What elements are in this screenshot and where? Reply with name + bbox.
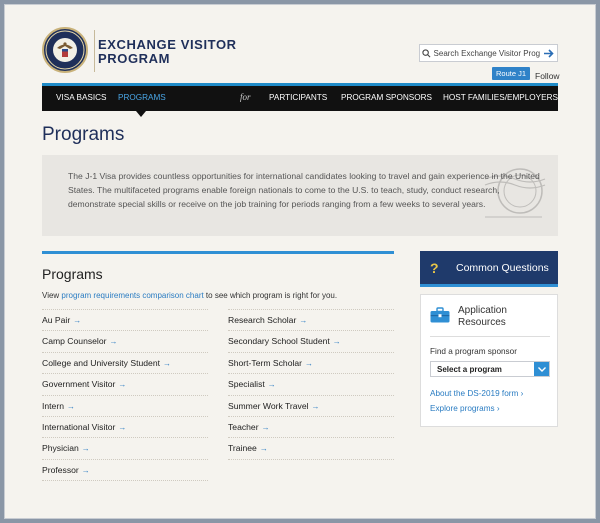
site-brand[interactable] (98, 38, 237, 66)
program-select[interactable] (430, 361, 550, 377)
program-link[interactable] (42, 416, 208, 437)
arrow-right-icon: → (332, 337, 341, 347)
page-title: Programs (42, 124, 125, 145)
program-label: Professor (42, 464, 79, 475)
nav-program-sponsors[interactable]: PROGRAM SPONSORS (341, 93, 432, 102)
program-label: Teacher (228, 421, 259, 432)
department-seal-logo[interactable] (42, 27, 88, 73)
program-label: Au Pair (42, 315, 71, 325)
arrow-right-icon: → (73, 316, 82, 325)
program-link[interactable] (42, 309, 208, 330)
program-label: Short-Term Scholar (228, 357, 303, 368)
program-label: Specialist (228, 379, 265, 390)
program-label: Summer Work Travel (228, 400, 309, 411)
program-label: Intern (42, 400, 64, 411)
question-mark-icon: ? (430, 259, 439, 276)
nav-for-label: for (240, 92, 251, 102)
nav-programs[interactable]: PROGRAMS (118, 93, 166, 102)
program-label: Camp Counselor (42, 336, 107, 347)
follow-link[interactable]: Follow (535, 71, 560, 81)
nav-participants[interactable]: PARTICIPANTS (269, 93, 328, 102)
program-link[interactable] (228, 373, 394, 394)
program-link[interactable] (42, 373, 208, 394)
arrow-right-icon: → (299, 316, 308, 325)
programs-list-right (228, 309, 394, 460)
program-label: Trainee (228, 443, 257, 454)
program-link[interactable] (42, 459, 208, 480)
intro-text: The J-1 Visa provides countless opportunities for international candidates looking to travel and gain experience in the United States. The multifaceted programs enable foreign nationals to come to the U.S. to teach, study, conduct research, demonstrate special skills or receive on the job training for periods ranging from a few weeks to several years. (68, 171, 540, 210)
application-resources-panel (420, 294, 558, 427)
route-j1-button[interactable]: Route J1 (492, 67, 530, 80)
find-sponsor-label: Find a program sponsor (430, 347, 517, 356)
logo-divider (94, 30, 95, 72)
program-link[interactable] (42, 437, 208, 458)
arrow-right-icon: → (118, 422, 127, 432)
main-nav (42, 83, 558, 111)
eagle-seal-icon (44, 29, 86, 71)
search-input[interactable] (434, 49, 542, 58)
program-link[interactable] (228, 437, 394, 458)
app-resources-line-1: Application (458, 305, 507, 316)
chevron-down-icon[interactable] (534, 362, 549, 376)
program-link[interactable] (228, 330, 394, 351)
search-icon (420, 45, 434, 61)
application-resources-title (458, 305, 548, 329)
program-link[interactable] (42, 352, 208, 373)
brand-line-2: PROGRAM (98, 51, 171, 66)
program-link[interactable] (228, 309, 394, 330)
nav-active-caret (136, 111, 146, 117)
programs-subtext-before: View (42, 291, 62, 300)
arrow-right-icon: → (66, 401, 75, 411)
section-accent-bar (42, 251, 394, 254)
arrow-right-icon: → (305, 358, 314, 368)
arrow-right-icon: → (267, 380, 276, 390)
program-link[interactable] (42, 395, 208, 416)
arrow-right-icon: → (259, 444, 268, 454)
nav-host-families-employers[interactable]: HOST FAMILIES/EMPLOYERS (443, 93, 558, 102)
comparison-chart-link[interactable]: program requirements comparison chart (61, 291, 204, 300)
arrow-right-icon: → (311, 401, 320, 411)
programs-heading: Programs (42, 266, 103, 282)
program-label: Government Visitor (42, 379, 116, 390)
program-select-value: Select a program (437, 364, 502, 374)
program-link[interactable] (228, 416, 394, 437)
common-questions-button[interactable] (420, 251, 558, 287)
program-link[interactable] (228, 395, 394, 416)
search-box (419, 44, 558, 62)
arrow-right-icon: → (163, 358, 171, 368)
arrow-right-icon: → (81, 444, 90, 454)
arrow-right-icon: → (109, 337, 118, 347)
programs-subtext (42, 291, 337, 300)
program-label: Physician (42, 443, 79, 454)
program-label: College and University Student (42, 357, 160, 368)
program-label: Research Scholar (228, 315, 297, 325)
app-resources-line-2: Resources (458, 317, 506, 328)
explore-programs-link[interactable]: Explore programs › (430, 404, 500, 413)
program-link[interactable] (228, 352, 394, 373)
arrow-right-icon: → (261, 422, 270, 432)
nav-visa-basics[interactable]: VISA BASICS (56, 93, 107, 102)
intro-panel (42, 155, 558, 236)
common-questions-label: Common Questions (456, 261, 549, 274)
program-label: Secondary School Student (228, 336, 330, 347)
panel-divider (430, 336, 550, 337)
search-submit-arrow-icon[interactable] (542, 45, 557, 61)
programs-list-left (42, 309, 208, 481)
passport-stamp-icon (480, 159, 550, 231)
program-link[interactable] (42, 330, 208, 351)
brand-line-1: EXCHANGE VISITOR (98, 37, 237, 52)
arrow-right-icon: → (118, 380, 127, 390)
programs-subtext-after: to see which program is right for you. (203, 291, 338, 300)
program-label: International Visitor (42, 421, 116, 432)
arrow-right-icon: → (81, 465, 90, 475)
briefcase-icon (430, 307, 450, 323)
about-ds2019-link[interactable]: About the DS-2019 form › (430, 389, 524, 398)
